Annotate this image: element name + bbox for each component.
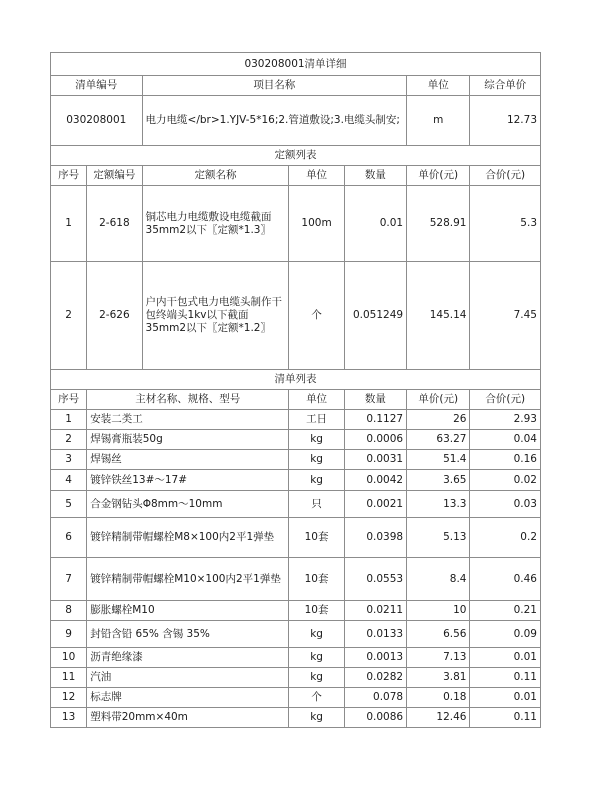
material-unit: kg [289, 621, 344, 648]
material-qty: 0.0211 [344, 601, 406, 621]
quota-seq: 2 [51, 262, 87, 370]
material-qty: 0.0086 [344, 708, 406, 728]
material-price: 51.4 [407, 450, 470, 470]
material-qty: 0.0031 [344, 450, 406, 470]
quota-header-code: 定额编号 [87, 166, 142, 186]
materials-header-price: 单价(元) [407, 390, 470, 410]
material-row [51, 470, 541, 491]
material-name: 封铅含铅 65% 含锡 35% [87, 621, 289, 648]
material-unit: kg [289, 430, 344, 450]
material-price: 10 [407, 601, 470, 621]
material-unit: kg [289, 450, 344, 470]
materials-header-total: 合价(元) [470, 390, 541, 410]
material-seq: 6 [51, 518, 87, 558]
material-unit: 10套 [289, 601, 344, 621]
materials-header-qty: 数量 [344, 390, 406, 410]
material-total: 2.93 [470, 410, 541, 430]
material-name: 沥青绝缘漆 [87, 648, 289, 668]
material-unit: kg [289, 668, 344, 688]
header-unit: 单位 [407, 76, 470, 96]
quota-header-name: 定额名称 [142, 166, 289, 186]
material-qty: 0.0006 [344, 430, 406, 450]
quota-unit: 个 [289, 262, 344, 370]
material-seq: 10 [51, 648, 87, 668]
material-name: 镀锌铁丝13#～17# [87, 470, 289, 491]
material-qty: 0.1127 [344, 410, 406, 430]
material-total: 0.11 [470, 708, 541, 728]
material-name: 膨胀螺栓M10 [87, 601, 289, 621]
quota-header-total: 合价(元) [470, 166, 541, 186]
quota-total: 5.3 [470, 186, 541, 262]
material-row [51, 621, 541, 648]
material-seq: 12 [51, 688, 87, 708]
header-name: 项目名称 [142, 76, 407, 96]
quota-header-seq: 序号 [51, 166, 87, 186]
material-total: 0.2 [470, 518, 541, 558]
bill-detail-table [50, 52, 541, 728]
quota-qty: 0.01 [344, 186, 406, 262]
material-total: 0.21 [470, 601, 541, 621]
material-unit: 个 [289, 688, 344, 708]
material-seq: 1 [51, 410, 87, 430]
material-qty: 0.0553 [344, 558, 406, 601]
quota-qty: 0.051249 [344, 262, 406, 370]
material-name: 镀锌精制带帽螺栓M8×100内2平1弹垫 [87, 518, 289, 558]
quota-price: 145.14 [407, 262, 470, 370]
quota-seq: 1 [51, 186, 87, 262]
material-seq: 5 [51, 491, 87, 518]
material-row [51, 430, 541, 450]
quota-code: 2-626 [87, 262, 142, 370]
item-unit: m [407, 96, 470, 146]
material-total: 0.01 [470, 648, 541, 668]
material-price: 0.18 [407, 688, 470, 708]
materials-section-title: 清单列表 [51, 370, 541, 390]
material-seq: 9 [51, 621, 87, 648]
materials-header-seq: 序号 [51, 390, 87, 410]
item-price: 12.73 [470, 96, 541, 146]
material-seq: 7 [51, 558, 87, 601]
material-unit: 10套 [289, 518, 344, 558]
material-qty: 0.0133 [344, 621, 406, 648]
material-unit: 工日 [289, 410, 344, 430]
quota-header-unit: 单位 [289, 166, 344, 186]
material-row [51, 648, 541, 668]
quota-code: 2-618 [87, 186, 142, 262]
material-unit: 10套 [289, 558, 344, 601]
table-title: 030208001清单详细 [51, 53, 541, 76]
material-seq: 13 [51, 708, 87, 728]
quota-name: 铜芯电力电缆敷设电缆截面35mm2以下〖定额*1.3〗 [142, 186, 289, 262]
material-row [51, 558, 541, 601]
material-row [51, 688, 541, 708]
material-price: 12.46 [407, 708, 470, 728]
material-seq: 2 [51, 430, 87, 450]
materials-header-name: 主材名称、规格、型号 [87, 390, 289, 410]
material-row [51, 668, 541, 688]
material-qty: 0.078 [344, 688, 406, 708]
material-total: 0.03 [470, 491, 541, 518]
material-seq: 8 [51, 601, 87, 621]
material-unit: 只 [289, 491, 344, 518]
material-seq: 4 [51, 470, 87, 491]
material-row [51, 601, 541, 621]
material-name: 焊锡膏瓶装50g [87, 430, 289, 450]
material-row [51, 491, 541, 518]
material-qty: 0.0282 [344, 668, 406, 688]
material-price: 13.3 [407, 491, 470, 518]
quota-total: 7.45 [470, 262, 541, 370]
material-seq: 11 [51, 668, 87, 688]
quota-name: 户内干包式电力电缆头制作干包终端头1kv以下截面35mm2以下〖定额*1.2〗 [142, 262, 289, 370]
material-total: 0.46 [470, 558, 541, 601]
material-name: 合金钢钻头Φ8mm～10mm [87, 491, 289, 518]
material-total: 0.02 [470, 470, 541, 491]
material-price: 6.56 [407, 621, 470, 648]
quota-price: 528.91 [407, 186, 470, 262]
material-price: 7.13 [407, 648, 470, 668]
material-unit: kg [289, 648, 344, 668]
material-seq: 3 [51, 450, 87, 470]
material-total: 0.04 [470, 430, 541, 450]
material-unit: kg [289, 708, 344, 728]
item-name: 电力电缆</br>1.YJV-5*16;2.管道敷设;3.电缆头制安; [142, 96, 407, 146]
quota-header-qty: 数量 [344, 166, 406, 186]
quota-header-price: 单价(元) [407, 166, 470, 186]
material-price: 8.4 [407, 558, 470, 601]
material-qty: 0.0398 [344, 518, 406, 558]
material-name: 汽油 [87, 668, 289, 688]
material-row [51, 518, 541, 558]
quota-unit: 100m [289, 186, 344, 262]
material-name: 标志牌 [87, 688, 289, 708]
material-name: 塑料带20mm×40m [87, 708, 289, 728]
material-qty: 0.0021 [344, 491, 406, 518]
material-name: 安装二类工 [87, 410, 289, 430]
material-row [51, 410, 541, 430]
quota-section-title: 定额列表 [51, 146, 541, 166]
quota-row [51, 262, 541, 370]
material-row [51, 708, 541, 728]
material-qty: 0.0042 [344, 470, 406, 491]
material-price: 26 [407, 410, 470, 430]
quota-row [51, 186, 541, 262]
material-total: 0.11 [470, 668, 541, 688]
material-price: 3.81 [407, 668, 470, 688]
materials-header-unit: 单位 [289, 390, 344, 410]
material-total: 0.09 [470, 621, 541, 648]
material-price: 63.27 [407, 430, 470, 450]
material-qty: 0.0013 [344, 648, 406, 668]
material-price: 3.65 [407, 470, 470, 491]
material-price: 5.13 [407, 518, 470, 558]
material-name: 镀锌精制带帽螺栓M10×100内2平1弹垫 [87, 558, 289, 601]
material-unit: kg [289, 470, 344, 491]
material-total: 0.16 [470, 450, 541, 470]
header-code: 清单编号 [51, 76, 143, 96]
material-total: 0.01 [470, 688, 541, 708]
material-name: 焊锡丝 [87, 450, 289, 470]
header-price: 综合单价 [470, 76, 541, 96]
material-row [51, 450, 541, 470]
item-code: 030208001 [51, 96, 143, 146]
